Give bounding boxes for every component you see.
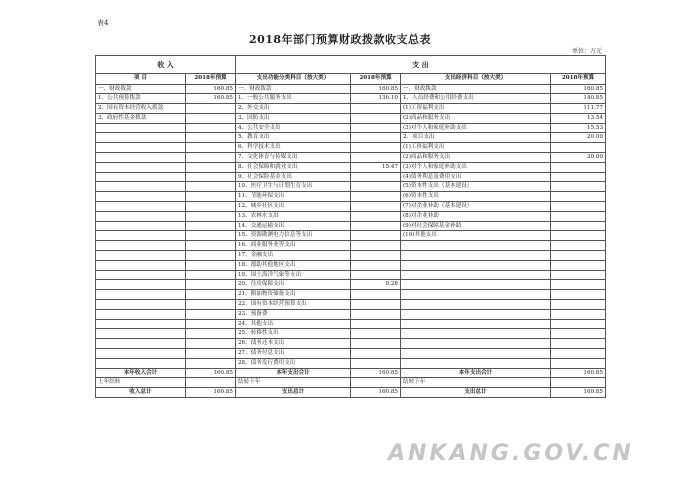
func-value-cell bbox=[351, 143, 401, 153]
table-row bbox=[96, 309, 606, 319]
func-value-cell bbox=[351, 339, 401, 349]
income-value-cell bbox=[186, 221, 236, 231]
total-func-value-cell: 160.85 bbox=[351, 388, 401, 398]
income-item-cell bbox=[96, 162, 186, 172]
table-row bbox=[96, 172, 606, 182]
func-item-cell: 8、社会保障和就业支出 bbox=[236, 162, 351, 172]
income-item-cell bbox=[96, 221, 186, 231]
econ-item-cell bbox=[401, 329, 551, 339]
func-value-cell bbox=[351, 329, 401, 339]
table-row bbox=[96, 113, 606, 123]
income-item-cell bbox=[96, 192, 186, 202]
func-value-cell: 136.10 bbox=[351, 94, 401, 104]
econ-value-cell bbox=[551, 358, 606, 368]
func-value-cell bbox=[351, 241, 401, 251]
income-item-cell bbox=[96, 172, 186, 182]
income-value-cell bbox=[186, 349, 236, 359]
table-row bbox=[96, 104, 606, 114]
func-value-cell bbox=[351, 182, 401, 192]
econ-item-cell: (2)商品和服务支出 bbox=[401, 153, 551, 163]
table-row bbox=[96, 300, 606, 310]
income-item-cell: 3、政府性基金拨款 bbox=[96, 113, 186, 123]
econ-value-cell bbox=[551, 192, 606, 202]
func-value-cell bbox=[351, 133, 401, 143]
col-header-budget: 2018年预算 bbox=[351, 74, 401, 85]
income-item-cell bbox=[96, 143, 186, 153]
func-item-cell: 25、转移性支出 bbox=[236, 329, 351, 339]
econ-item-cell: 2、项目支出 bbox=[401, 133, 551, 143]
econ-value-cell bbox=[551, 221, 606, 231]
table-row bbox=[96, 94, 606, 104]
watermark: ANKANG.GOV.CN bbox=[388, 441, 634, 466]
income-item-cell bbox=[96, 290, 186, 300]
income-value-cell bbox=[186, 329, 236, 339]
econ-value-cell bbox=[551, 319, 606, 329]
func-value-cell bbox=[351, 221, 401, 231]
income-value-cell bbox=[186, 104, 236, 114]
func-value-cell bbox=[351, 153, 401, 163]
table-row bbox=[96, 221, 606, 231]
total-value-cell: 160.85 bbox=[186, 388, 236, 398]
income-item-cell bbox=[96, 329, 186, 339]
econ-item-cell: (6)资本性支出 bbox=[401, 192, 551, 202]
func-item-cell: 24、其他支出 bbox=[236, 319, 351, 329]
econ-item-cell bbox=[401, 349, 551, 359]
econ-value-cell: 140.85 bbox=[551, 94, 606, 104]
func-item-cell: 7、文化体育与传媒支出 bbox=[236, 153, 351, 163]
income-value-cell bbox=[186, 319, 236, 329]
econ-value-cell bbox=[551, 339, 606, 349]
col-header-budget: 2018年预算 bbox=[551, 74, 606, 85]
table-row bbox=[96, 153, 606, 163]
func-item-cell: 16、商业服务业等支出 bbox=[236, 241, 351, 251]
income-item-cell bbox=[96, 300, 186, 310]
total-row bbox=[96, 368, 606, 378]
expense-section-header: 支 出 bbox=[236, 56, 606, 74]
budget-table bbox=[95, 55, 606, 398]
func-value-cell: 160.85 bbox=[351, 84, 401, 94]
func-value-cell bbox=[351, 251, 401, 261]
econ-value-cell: 20.00 bbox=[551, 153, 606, 163]
table-row bbox=[96, 241, 606, 251]
income-item-cell bbox=[96, 133, 186, 143]
econ-value-cell bbox=[551, 251, 606, 261]
econ-value-cell: 15.53 bbox=[551, 123, 606, 133]
income-value-cell bbox=[186, 153, 236, 163]
income-item-cell bbox=[96, 270, 186, 280]
table-row bbox=[96, 123, 606, 133]
func-value-cell bbox=[351, 260, 401, 270]
income-item-cell bbox=[96, 339, 186, 349]
func-item-cell: 23、预备费 bbox=[236, 309, 351, 319]
income-item-cell bbox=[96, 251, 186, 261]
func-value-cell bbox=[351, 113, 401, 123]
income-value-cell bbox=[186, 202, 236, 212]
econ-value-cell bbox=[551, 143, 606, 153]
econ-value-cell bbox=[551, 270, 606, 280]
total-func-value-cell bbox=[351, 378, 401, 388]
econ-item-cell bbox=[401, 339, 551, 349]
econ-item-cell bbox=[401, 358, 551, 368]
income-value-cell bbox=[186, 309, 236, 319]
func-value-cell bbox=[351, 192, 401, 202]
page-title: 2018年部门预算财政拨款收支总表 bbox=[248, 33, 432, 46]
total-econ-value-cell: 160.85 bbox=[551, 368, 606, 378]
income-item-cell bbox=[96, 260, 186, 270]
income-item-cell bbox=[96, 153, 186, 163]
econ-value-cell bbox=[551, 172, 606, 182]
income-value-cell bbox=[186, 241, 236, 251]
table-row bbox=[96, 162, 606, 172]
total-func-label-cell: 结转下年 bbox=[236, 378, 351, 388]
econ-item-cell bbox=[401, 260, 551, 270]
total-econ-value-cell: 160.85 bbox=[551, 388, 606, 398]
econ-value-cell: 160.85 bbox=[551, 84, 606, 94]
income-value-cell bbox=[186, 143, 236, 153]
total-func-label-cell: 本年支出合计 bbox=[236, 368, 351, 378]
unit-label: 单位：万元 bbox=[571, 48, 602, 55]
table-row bbox=[96, 329, 606, 339]
func-item-cell: 3、国防支出 bbox=[236, 113, 351, 123]
func-item-cell: 6、科学技术支出 bbox=[236, 143, 351, 153]
econ-value-cell bbox=[551, 309, 606, 319]
econ-value-cell bbox=[551, 260, 606, 270]
income-item-cell bbox=[96, 182, 186, 192]
table-row bbox=[96, 339, 606, 349]
income-value-cell: 160.85 bbox=[186, 84, 236, 94]
income-value-cell bbox=[186, 290, 236, 300]
income-value-cell bbox=[186, 123, 236, 133]
func-item-cell: 9、社会保险基金支出 bbox=[236, 172, 351, 182]
total-econ-label-cell: 本年支出合计 bbox=[401, 368, 551, 378]
econ-value-cell bbox=[551, 241, 606, 251]
econ-value-cell: 111.77 bbox=[551, 104, 606, 114]
income-value-cell bbox=[186, 260, 236, 270]
func-value-cell: 9.28 bbox=[351, 280, 401, 290]
total-row bbox=[96, 378, 606, 388]
income-item-cell: 一、财政拨款 bbox=[96, 84, 186, 94]
table-row bbox=[96, 143, 606, 153]
func-item-cell: 22、国有资本经营预算支出 bbox=[236, 300, 351, 310]
table-row bbox=[96, 319, 606, 329]
econ-item-cell: (10)其他支出 bbox=[401, 231, 551, 241]
income-item-cell: 2、国有资本经营收入拨款 bbox=[96, 104, 186, 114]
econ-item-cell: (3)对个人和家庭补助支出 bbox=[401, 123, 551, 133]
func-value-cell bbox=[351, 172, 401, 182]
econ-item-cell bbox=[401, 280, 551, 290]
total-value-cell: 160.85 bbox=[186, 368, 236, 378]
func-value-cell bbox=[351, 319, 401, 329]
func-item-cell: 26、债务还本支出 bbox=[236, 339, 351, 349]
func-item-cell: 18、援助其他地区支出 bbox=[236, 260, 351, 270]
func-item-cell: 14、交通运输支出 bbox=[236, 221, 351, 231]
income-item-cell bbox=[96, 123, 186, 133]
econ-item-cell bbox=[401, 319, 551, 329]
econ-item-cell: (8)对企业补助 bbox=[401, 211, 551, 221]
table-row bbox=[96, 358, 606, 368]
table-row bbox=[96, 251, 606, 261]
func-item-cell: 28、债务发行费用支出 bbox=[236, 358, 351, 368]
econ-item-cell: (3)对个人和家庭补助支出 bbox=[401, 162, 551, 172]
income-item-cell bbox=[96, 349, 186, 359]
income-item-cell bbox=[96, 211, 186, 221]
table-row bbox=[96, 290, 606, 300]
table-row bbox=[96, 133, 606, 143]
func-item-cell: 27、债务付息支出 bbox=[236, 349, 351, 359]
func-item-cell: 4、公共安全支出 bbox=[236, 123, 351, 133]
econ-item-cell: (5)资本性支出（基本建设） bbox=[401, 182, 551, 192]
func-value-cell bbox=[351, 123, 401, 133]
func-item-cell: 10、医疗卫生与计划生育支出 bbox=[236, 182, 351, 192]
income-value-cell bbox=[186, 133, 236, 143]
econ-value-cell bbox=[551, 202, 606, 212]
econ-item-cell bbox=[401, 241, 551, 251]
income-item-cell: 1、公共预算拨款 bbox=[96, 94, 186, 104]
income-value-cell bbox=[186, 270, 236, 280]
income-section-header: 收 入 bbox=[96, 56, 236, 74]
econ-value-cell bbox=[551, 182, 606, 192]
econ-value-cell bbox=[551, 349, 606, 359]
econ-item-cell: (1)工资福利支出 bbox=[401, 143, 551, 153]
econ-item-cell bbox=[401, 270, 551, 280]
table-row bbox=[96, 202, 606, 212]
income-value-cell bbox=[186, 339, 236, 349]
table-row bbox=[96, 84, 606, 94]
econ-item-cell: 一、财政拨款 bbox=[401, 84, 551, 94]
econ-item-cell bbox=[401, 290, 551, 300]
func-value-cell bbox=[351, 270, 401, 280]
total-row bbox=[96, 388, 606, 398]
econ-item-cell: (7)对企业补助（基本建设） bbox=[401, 202, 551, 212]
total-func-label-cell: 支出总计 bbox=[236, 388, 351, 398]
income-item-cell bbox=[96, 358, 186, 368]
func-item-cell: 17、金融支出 bbox=[236, 251, 351, 261]
income-value-cell bbox=[186, 251, 236, 261]
func-value-cell bbox=[351, 309, 401, 319]
econ-item-cell: (2)商品和服务支出 bbox=[401, 113, 551, 123]
income-item-cell bbox=[96, 231, 186, 241]
income-value-cell bbox=[186, 231, 236, 241]
func-item-cell: 11、节能环保支出 bbox=[236, 192, 351, 202]
income-value-cell bbox=[186, 280, 236, 290]
income-value-cell bbox=[186, 300, 236, 310]
col-header-item: 项 目 bbox=[96, 74, 186, 85]
total-value-cell bbox=[186, 378, 236, 388]
econ-item-cell bbox=[401, 309, 551, 319]
table-id: 表4 bbox=[97, 19, 109, 27]
total-label-cell: 本年收入合计 bbox=[96, 368, 186, 378]
total-econ-value-cell bbox=[551, 378, 606, 388]
func-value-cell bbox=[351, 358, 401, 368]
func-value-cell: 15.47 bbox=[351, 162, 401, 172]
income-value-cell: 160.85 bbox=[186, 94, 236, 104]
total-func-value-cell: 160.85 bbox=[351, 368, 401, 378]
func-item-cell: 21、粮油物资储备支出 bbox=[236, 290, 351, 300]
econ-value-cell bbox=[551, 280, 606, 290]
income-item-cell bbox=[96, 241, 186, 251]
econ-value-cell bbox=[551, 231, 606, 241]
income-value-cell bbox=[186, 113, 236, 123]
table-row bbox=[96, 231, 606, 241]
func-value-cell bbox=[351, 231, 401, 241]
table-row bbox=[96, 270, 606, 280]
econ-value-cell bbox=[551, 162, 606, 172]
econ-item-cell bbox=[401, 251, 551, 261]
total-label-cell: 上年结转 bbox=[96, 378, 186, 388]
total-econ-label-cell: 结转下年 bbox=[401, 378, 551, 388]
econ-value-cell bbox=[551, 290, 606, 300]
econ-value-cell bbox=[551, 211, 606, 221]
col-header-budget: 2018年预算 bbox=[186, 74, 236, 85]
col-header-func: 支出功能分类科目（按大类） bbox=[236, 74, 351, 85]
income-value-cell bbox=[186, 358, 236, 368]
income-item-cell bbox=[96, 202, 186, 212]
econ-item-cell bbox=[401, 300, 551, 310]
func-item-cell: 20、住房保障支出 bbox=[236, 280, 351, 290]
income-item-cell bbox=[96, 280, 186, 290]
func-value-cell bbox=[351, 300, 401, 310]
table-row bbox=[96, 211, 606, 221]
econ-item-cell: (1)工资福利支出 bbox=[401, 104, 551, 114]
func-item-cell: 19、国土海洋气象等支出 bbox=[236, 270, 351, 280]
table-row bbox=[96, 349, 606, 359]
table-row bbox=[96, 260, 606, 270]
econ-item-cell: (9)对社会保障基金补助 bbox=[401, 221, 551, 231]
income-value-cell bbox=[186, 172, 236, 182]
income-value-cell bbox=[186, 182, 236, 192]
income-value-cell bbox=[186, 162, 236, 172]
total-econ-label-cell: 支出总计 bbox=[401, 388, 551, 398]
income-value-cell bbox=[186, 211, 236, 221]
econ-value-cell: 20.00 bbox=[551, 133, 606, 143]
table-row bbox=[96, 280, 606, 290]
income-item-cell bbox=[96, 319, 186, 329]
table-row bbox=[96, 192, 606, 202]
econ-item-cell: 1、人员经费和公用经费支出 bbox=[401, 94, 551, 104]
income-value-cell bbox=[186, 192, 236, 202]
func-item-cell: 2、外交支出 bbox=[236, 104, 351, 114]
func-value-cell bbox=[351, 349, 401, 359]
econ-value-cell bbox=[551, 300, 606, 310]
func-item-cell: 5、教育支出 bbox=[236, 133, 351, 143]
table-row bbox=[96, 182, 606, 192]
income-item-cell bbox=[96, 309, 186, 319]
func-item-cell: 13、农林水支出 bbox=[236, 211, 351, 221]
col-header-econ: 支出经济科目（按大类） bbox=[401, 74, 551, 85]
econ-value-cell bbox=[551, 329, 606, 339]
func-item-cell: 12、城乡社区支出 bbox=[236, 202, 351, 212]
total-label-cell: 收入总计 bbox=[96, 388, 186, 398]
econ-value-cell: 13.54 bbox=[551, 113, 606, 123]
econ-item-cell: (4)债务利息及费用支出 bbox=[401, 172, 551, 182]
func-value-cell bbox=[351, 211, 401, 221]
func-item-cell: 一、财政拨款 bbox=[236, 84, 351, 94]
func-value-cell bbox=[351, 202, 401, 212]
func-item-cell: 1、一般公共服务支出 bbox=[236, 94, 351, 104]
func-value-cell bbox=[351, 290, 401, 300]
func-value-cell bbox=[351, 104, 401, 114]
func-item-cell: 15、资源勘测电力信息等支出 bbox=[236, 231, 351, 241]
